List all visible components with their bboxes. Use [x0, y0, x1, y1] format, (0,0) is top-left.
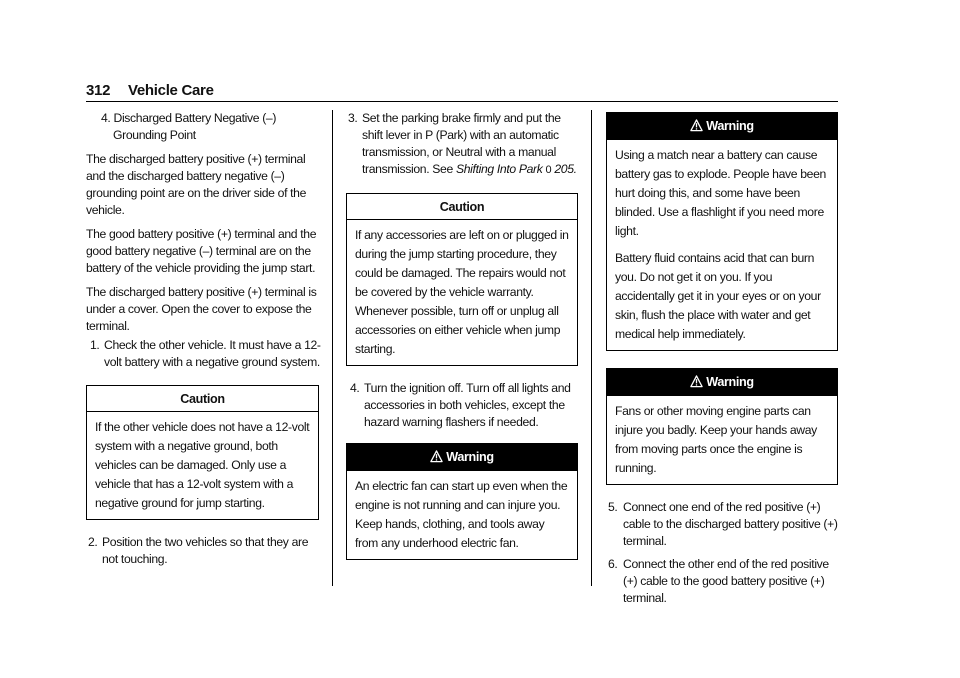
header-rule [86, 101, 838, 102]
warning-header [607, 369, 837, 396]
warning-box [606, 368, 838, 485]
page-header [86, 82, 838, 106]
step-2 [86, 534, 322, 568]
caution-text: If any accessories are left on or plugged in during the jump starting procedure, they could be damaged. The repairs would not be covered by the vehicle warranty. Whenever possible, turn off or unplug all accessories on either vehicle when jump starting. [355, 228, 569, 356]
step-text: Connect the other end of the red positive (+) cable to the good battery positive (+) terminal. [623, 557, 829, 605]
step-5 [606, 499, 838, 550]
step-text: Set the parking brake firmly and put the shift lever in P (Park) with an automatic transmission, or Neutral with a manual transmission. See [362, 111, 561, 176]
column-2 [346, 110, 580, 572]
column-divider [332, 110, 333, 586]
warning-title: Warning [446, 450, 494, 464]
step-number: 2. [88, 535, 98, 549]
step-number: 6. [608, 557, 618, 571]
warning-title: Warning [706, 375, 754, 389]
page-number: 312 [86, 82, 111, 99]
step-number: 5. [608, 500, 618, 514]
warning-header [607, 113, 837, 140]
warning-title: Warning [706, 119, 754, 133]
step-text: Connect one end of the red positive (+) cable to the discharged battery positive (+) terminal. [623, 500, 838, 548]
legend-item-4: 4. Discharged Battery Negative (–) Grounding Point [101, 111, 277, 142]
step-4 [346, 380, 580, 431]
step-text: Position the two vehicles so that they are not touching. [102, 535, 309, 566]
warning-box [606, 112, 838, 351]
section-title: Vehicle Care [128, 82, 214, 99]
warning-icon [430, 446, 443, 473]
step-number: 1. [90, 338, 100, 352]
step-text: Turn the ignition off. Turn off all lights and accessories in both vehicles, except the hazard warning flashers if needed. [364, 381, 571, 429]
warning-text: An electric fan can start up even when the engine is not running and can injure you. Keep hands, clothing, and tools away from any underhood electric fan. [355, 479, 568, 550]
warning-header [347, 444, 577, 471]
column-1 [86, 110, 322, 574]
warning-text: Using a match near a battery can cause battery gas to explode. People have been hurt doing this, and some have been blinded. Use a flashlight if you need more light. [615, 148, 826, 238]
paragraph: The discharged battery positive (+) terminal is under a cover. Open the cover to expose the terminal. [86, 285, 317, 333]
page-reference[interactable]: 205 [554, 162, 574, 176]
warning-icon [690, 371, 703, 398]
step-3: 3. Set the parking brake firmly and put the shift lever in P (Park) with an automatic transmission, or Neutral with a manual transmission. See Shifting Into Park 0 205. [348, 111, 577, 176]
caution-box [346, 193, 578, 366]
caution-title: Caution [87, 386, 318, 412]
warning-box [346, 443, 578, 560]
caution-title: Caution [347, 194, 577, 220]
column-divider [591, 110, 592, 586]
warning-icon [690, 115, 703, 142]
caution-box [86, 385, 319, 520]
column-3 [606, 110, 838, 613]
step-number: 3. [348, 111, 358, 125]
warning-text: Battery fluid contains acid that can burn you. Do not get it on you. If you accidentally get it in your eyes or on your skin, flush the place with water and get medical help immediately. [615, 251, 821, 341]
warning-text: Fans or other moving engine parts can injure you badly. Keep your hands away from moving parts once the engine is running. [615, 404, 817, 475]
paragraph: The good battery positive (+) terminal and the good battery negative (–) terminal are on the battery of the vehicle providing the jump start. [86, 227, 317, 275]
step-number: 4. [350, 381, 360, 395]
step-1 [86, 337, 322, 371]
step-6 [606, 556, 838, 607]
page-reference-icon: 0 [545, 164, 552, 176]
caution-text: If the other vehicle does not have a 12-volt system with a negative ground, both vehicles can be damaged. Only use a vehicle that has a 12-volt system with a negative ground for jump starting. [95, 420, 310, 510]
cross-reference-link[interactable]: Shifting Into Park [455, 162, 543, 176]
paragraph: The discharged battery positive (+) terminal and the discharged battery negative (–) grounding point are on the driver side of the vehicle. [86, 152, 307, 217]
step-text: Check the other vehicle. It must have a 12-volt battery with a negative ground system. [104, 338, 321, 369]
